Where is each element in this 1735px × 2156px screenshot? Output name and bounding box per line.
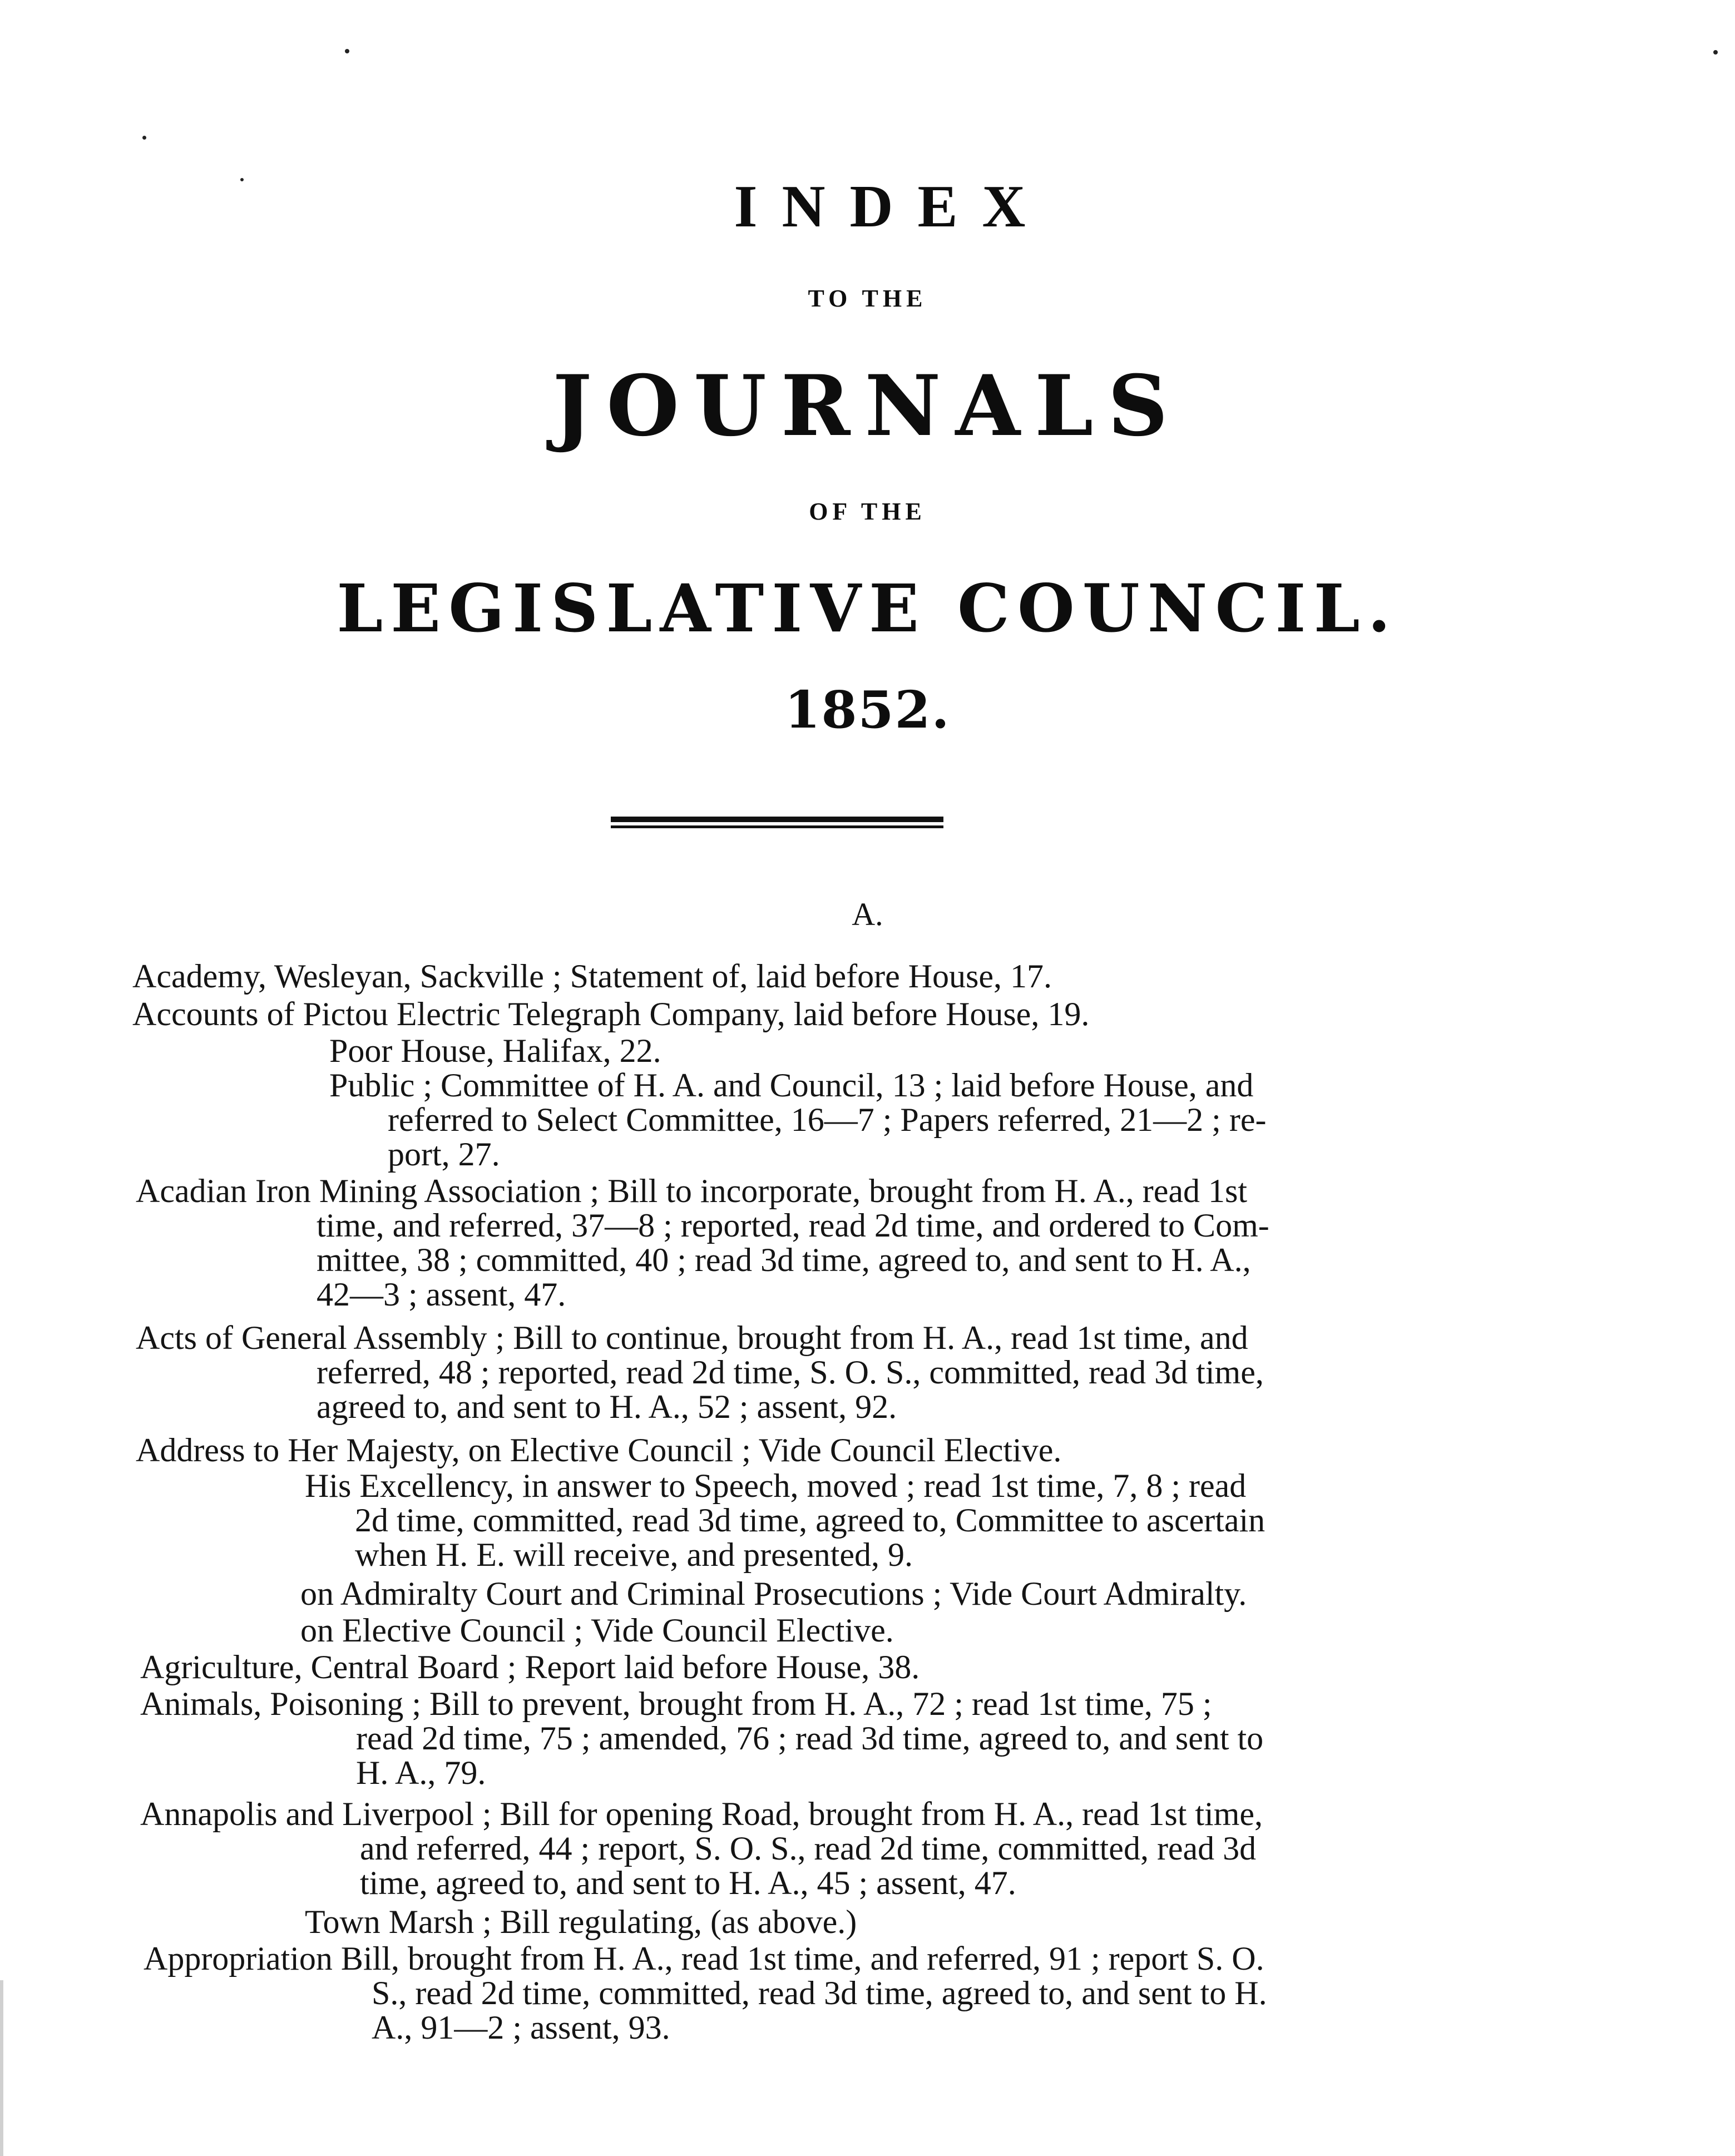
title-journals: JOURNALS [552,357,1183,455]
index-entry [300,1613,894,1648]
index-entry [136,1433,1061,1467]
title-year: 1852. [784,680,951,740]
index-entry [305,1905,857,1939]
title-index: INDEX [734,174,1050,240]
entry-line: 42—3 ; assent, 47. [317,1276,566,1313]
entry-line: Academy, Wesleyan, Sackville ; Statement of, laid before House, 17. [132,958,1052,995]
entry-line: Agriculture, Central Board ; Report laid before House, 38. [140,1649,920,1685]
entry-line: Acts of General Assembly ; Bill to continue, brought from H. A., read 1st time, and [136,1319,1248,1356]
entry-line: Poor House, Halifax, 22. [329,1032,661,1069]
entry-line: time, agreed to, and sent to H. A., 45 ; assent, 47. [360,1865,1016,1901]
entry-line: port, 27. [388,1136,500,1173]
entry-line: A., 91—2 ; assent, 93. [372,2009,670,2046]
entry-line: Accounts of Pictou Electric Telegraph Company, laid before House, 19. [132,996,1090,1032]
entry-line: mittee, 38 ; committed, 40 ; read 3d time, agreed to, and sent to H. A., [317,1242,1251,1278]
scan-edge-shadow [0,1980,3,2156]
title-rule-thin [611,825,943,828]
index-entry [329,1034,661,1068]
index-entry [132,997,1089,1031]
entry-line: Address to Her Majesty, on Elective Council ; Vide Council Elective. [136,1432,1062,1468]
entry-line: Public ; Committee of H. A. and Council, 13 ; laid before House, and [329,1067,1254,1104]
index-entry [144,1941,1267,2045]
entry-line: Animals, Poisoning ; Bill to prevent, brought from H. A., 72 ; read 1st time, 75 ; [140,1685,1212,1722]
index-entry [300,1576,1247,1611]
index-entry [136,1174,1269,1312]
index-entry [140,1797,1263,1900]
title-to-the: TO THE [808,285,927,312]
index-entry [140,1687,1263,1790]
entry-line: and referred, 44 ; report, S. O. S., read 2d time, committed, read 3d [360,1830,1257,1867]
index-entry [140,1650,920,1684]
entry-line: Town Marsh ; Bill regulating, (as above.) [305,1903,857,1940]
entry-line: referred, 48 ; reported, read 2d time, S. O. S., committed, read 3d time, [317,1354,1264,1391]
index-entry [136,1321,1264,1424]
title-rule-thick [611,817,943,822]
entry-line: Acadian Iron Mining Association ; Bill to incorporate, brought from H. A., read 1st [136,1173,1247,1209]
entry-line: His Excellency, in answer to Speech, moved ; read 1st time, 7, 8 ; read [305,1467,1247,1504]
scan-speck [345,49,349,53]
index-entry [132,959,1052,993]
section-letter: A. [852,896,883,932]
entry-line: on Admiralty Court and Criminal Prosecutions ; Vide Court Admiralty. [300,1575,1247,1612]
entry-line: H. A., 79. [356,1754,486,1791]
entry-line: S., read 2d time, committed, read 3d time, agreed to, and sent to H. [372,1975,1267,2011]
entry-line: Annapolis and Liverpool ; Bill for opening Road, brought from H. A., read 1st time, [140,1796,1263,1832]
entry-line: when H. E. will receive, and presented, 9. [355,1536,913,1573]
entry-line: on Elective Council ; Vide Council Elective. [300,1612,894,1649]
title-of-the: OF THE [809,498,926,525]
title-legislative-council: LEGISLATIVE COUNCIL. [337,570,1398,647]
entry-line: time, and referred, 37—8 ; reported, read 2d time, and ordered to Com- [317,1207,1269,1244]
entry-line: referred to Select Committee, 16—7 ; Papers referred, 21—2 ; re- [388,1101,1267,1138]
entry-line: 2d time, committed, read 3d time, agreed to, Committee to ascertain [355,1502,1266,1539]
entry-line: read 2d time, 75 ; amended, 76 ; read 3d time, agreed to, and sent to [356,1720,1264,1757]
scan-speck [1713,50,1718,55]
index-entry [329,1068,1266,1171]
index-entry [305,1468,1265,1572]
entry-line: agreed to, and sent to H. A., 52 ; assent, 92. [317,1388,897,1425]
scan-speck [142,136,146,140]
entry-line: Appropriation Bill, brought from H. A., read 1st time, and referred, 91 ; report S. O. [144,1940,1264,1977]
